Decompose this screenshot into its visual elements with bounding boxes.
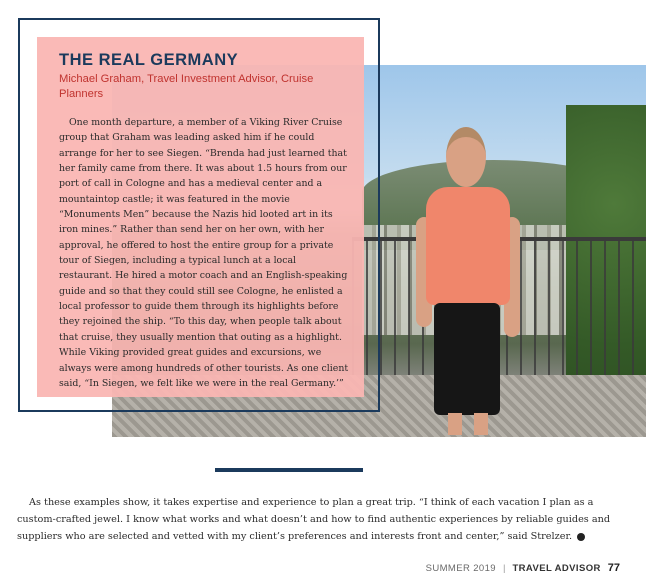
end-of-article-icon bbox=[577, 533, 585, 541]
page-number: 77 bbox=[607, 562, 620, 574]
sidebar-byline: Michael Graham, Travel Investment Advisor, Cruise Planners bbox=[59, 73, 314, 100]
sidebar-title: THE REAL GERMANY bbox=[59, 51, 239, 69]
footer-magazine: TRAVEL ADVISOR bbox=[512, 562, 601, 574]
closing-text: As these examples show, it takes expertise and experience to plan a great trip. “I think of each vacation I plan as a custom-crafted jewel. I know what works and what doesn’t and how to find authentic experiences by reliable guides and suppliers who are selected and vetted with my client’s preferences and interests front and center,” said Strelzer. bbox=[17, 497, 611, 543]
photo-woman bbox=[412, 127, 536, 437]
section-divider bbox=[215, 468, 363, 472]
page-footer bbox=[426, 562, 620, 574]
footer-separator: | bbox=[502, 562, 506, 574]
closing-paragraph bbox=[17, 494, 623, 546]
footer-issue: SUMMER 2019 bbox=[425, 562, 496, 574]
sidebar-panel bbox=[37, 37, 364, 397]
sidebar-body: One month departure, a member of a Viking River Cruise group that Graham was leading asked him if he could arrange for her to see Siegen. “Brenda had just learned that her family came from there. It was about 1.5 hours from our port of call in Cologne and has a medieval center and a mountaintop castle; it was featured in the movie “Monuments Men” because the Nazis hid looted art in its iron mines.” Rather than send her on her own, with her approval, he offered to host the entire group for a private tour of Siegen, including a typical lunch at a local restaurant. He hired a motor coach and an English-speaking guide and so that they could still see Cologne, he enlisted a local professor to guide them through its highlights before they rejoined the ship. “To this day, when people talk about that cruise, they usually mention that outing as a highlight. While Viking provided great guides and excursions, we always were among hundreds of other tourists. As one client said, “In Siegen, we felt like we were in the real Germany.’” bbox=[59, 117, 349, 389]
